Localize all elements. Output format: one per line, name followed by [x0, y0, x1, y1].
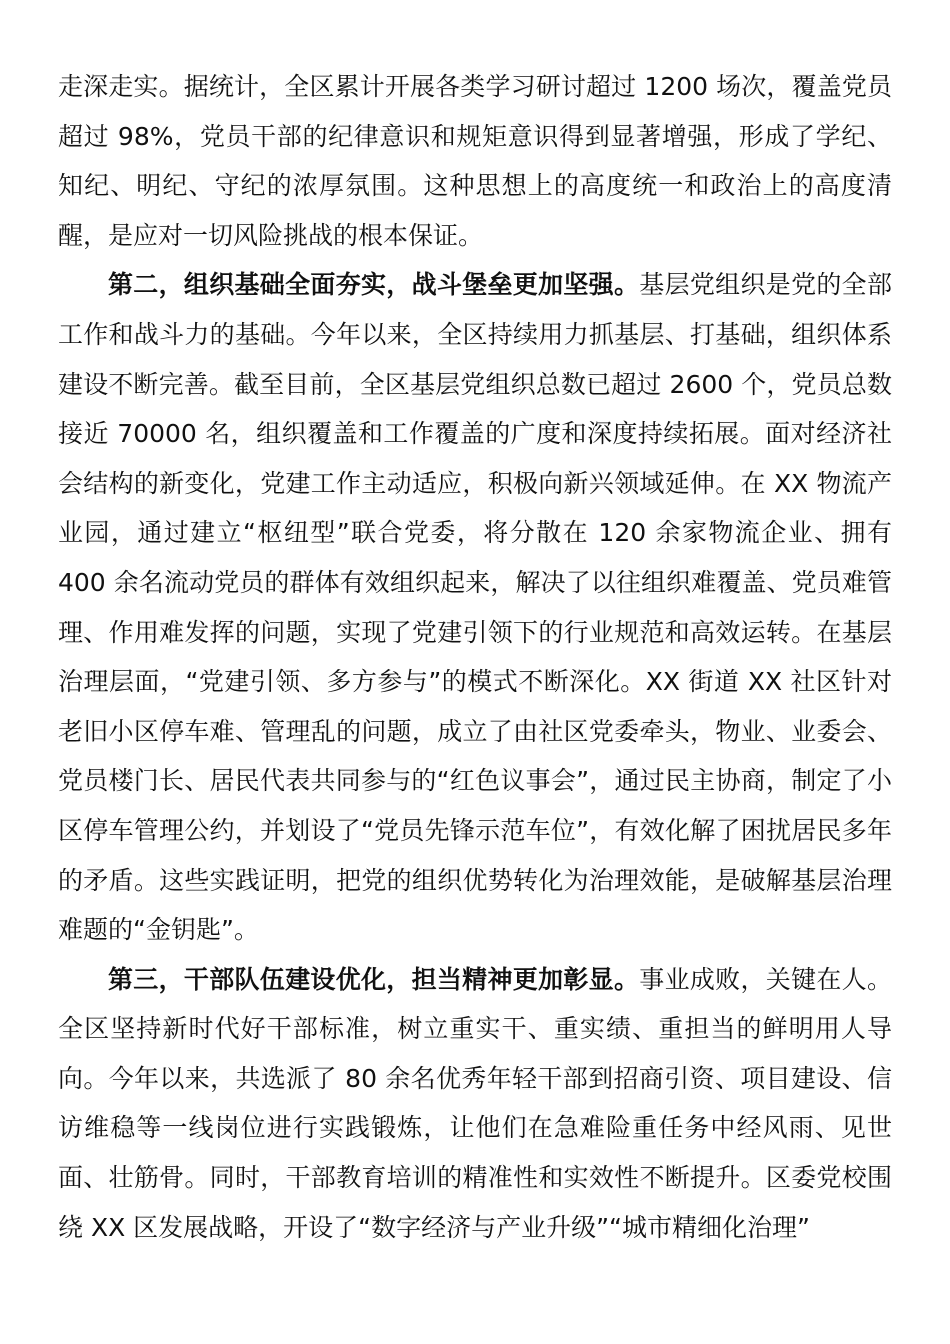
section-heading: 第二，组织基础全面夯实，战斗堡垒更加坚强。 [108, 270, 640, 300]
paragraph-body: 基层党组织是党的全部工作和战斗力的基础。今年以来，全区持续用力抓基层、打基础，组织体系建设不断完善。截至目前，全区基层党组织总数已超过 2600 个，党员总数接近 70000 名，组织覆盖和工作覆盖的广度和深度持续拓展。面对经济社会结构的新变化，党建工作主动适应，积极向新兴领域延伸。在 XX 物流产业园，通过建立“枢纽型”联合党委，将分散在 120 余家物流企业、拥有 400 余名流动党员的群体有效组织起来，解决了以往组织难覆盖、党员难管理、作用难发挥的问题，实现了党建引领下的行业规范和高效运转。在基层治理层面，“党建引领、多方参与”的模式不断深化。XX 街道 XX 社区针对老旧小区停车难、管理乱的问题，成立了由社区党委牵头，物业、业委会、党员楼门长、居民代表共同参与的“红色议事会”，通过民主协商，制定了小区停车管理公约，并划设了“党员先锋示范车位”，有效化解了困扰居民多年的矛盾。这些实践证明，把党的组织优势转化为治理效能，是破解基层治理难题的“金钥匙”。 [58, 270, 892, 945]
document-page [58, 62, 892, 1252]
paragraph-body: 事业成败，关键在人。全区坚持新时代好干部标准，树立重实干、重实绩、重担当的鲜明用人导向。今年以来，共选派了 80 余名优秀年轻干部到招商引资、项目建设、信访维稳等一线岗位进行实践锻炼，让他们在急难险重任务中经风雨、见世面、壮筋骨。同时，干部教育培训的精准性和实效性不断提升。区委党校围绕 XX 区发展战略，开设了“数字经济与产业升级”“城市精细化治理” [58, 964, 892, 1242]
paragraph-section-three [58, 955, 892, 1253]
section-heading: 第三，干部队伍建设优化，担当精神更加彰显。 [108, 964, 640, 994]
paragraph-continuation [58, 62, 892, 260]
paragraph-body: 走深走实。据统计，全区累计开展各类学习研讨超过 1200 场次，覆盖党员超过 98%，党员干部的纪律意识和规矩意识得到显著增强，形成了学纪、知纪、明纪、守纪的浓厚氛围。这种思想上的高度统一和政治上的高度清醒，是应对一切风险挑战的根本保证。 [58, 72, 892, 250]
paragraph-section-two [58, 260, 892, 954]
